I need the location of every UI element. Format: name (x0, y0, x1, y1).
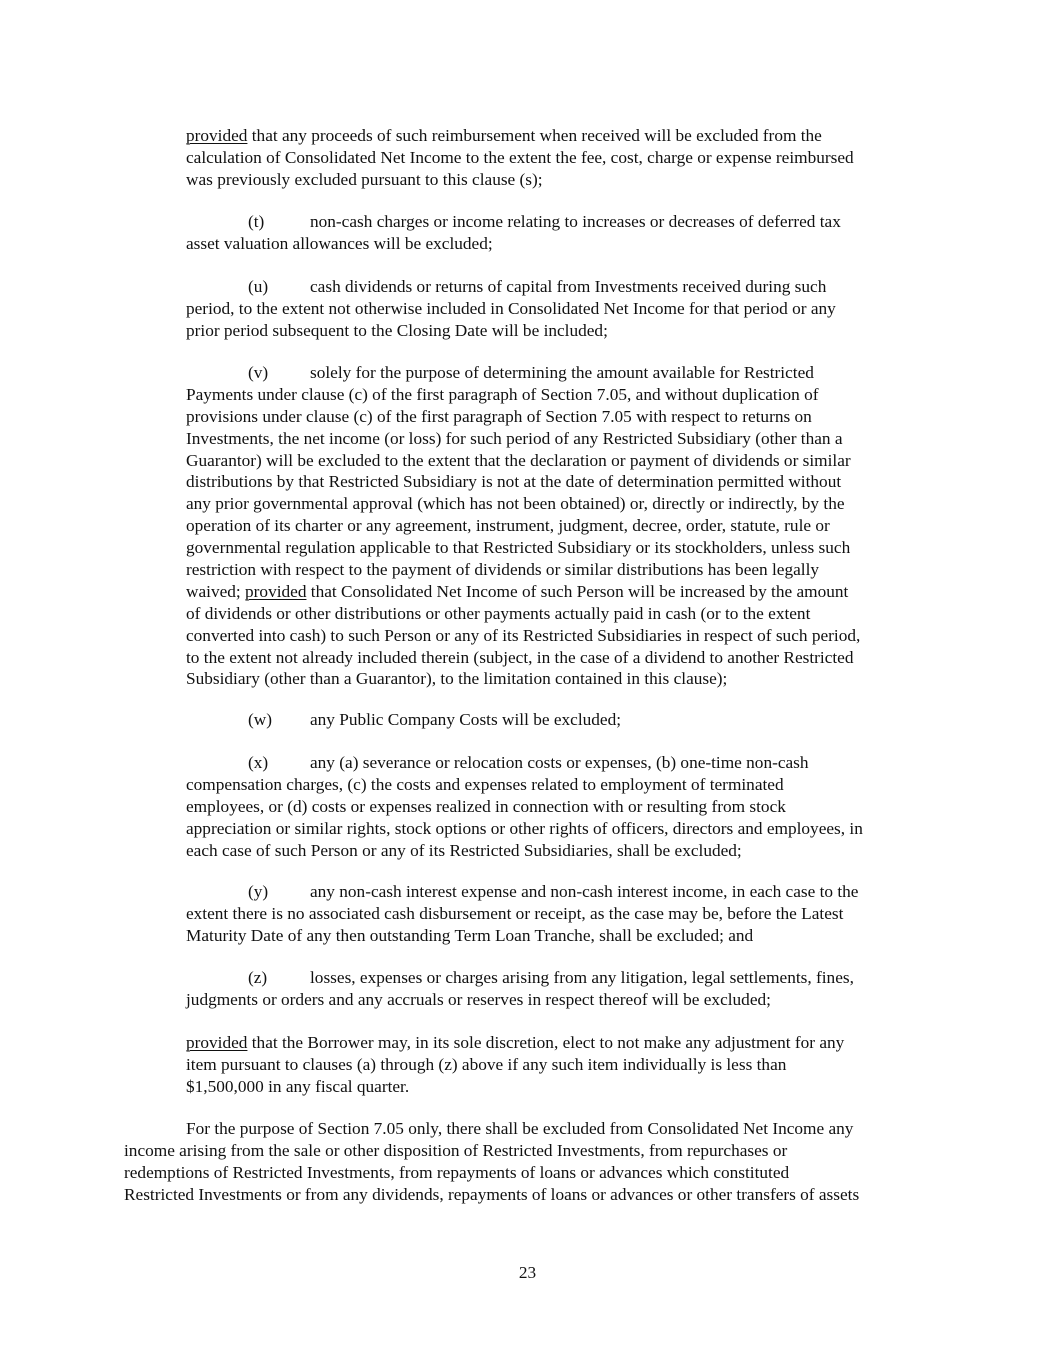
proviso-paragraph (186, 1032, 844, 1098)
text-line: converted into cash) to such Person or any of its Restricted Subsidiaries in respect of such period, (186, 625, 861, 645)
clause-s-continuation (186, 125, 854, 191)
text-line: (w) any Public Company Costs will be excluded; (248, 710, 622, 729)
text-line: For the purpose of Section 7.05 only, there shall be excluded from Consolidated Net Income any (186, 1119, 854, 1138)
text-line: (u) cash dividends or returns of capital from Investments received during such (248, 277, 827, 296)
text-line: Payments under clause (c) of the first paragraph of Section 7.05, and without duplication of (186, 384, 819, 404)
clause-label: (t) (248, 212, 265, 231)
text-line: Subsidiary (other than a Guarantor), to the limitation contained in this clause); (186, 669, 728, 689)
text-line: Investments, the net income (or loss) for such period of any Restricted Subsidiary (other than a (186, 428, 843, 448)
text-line: period, to the extent not otherwise included in Consolidated Net Income for that period or any (186, 298, 836, 318)
text-line: asset valuation allowances will be excluded; (186, 233, 493, 253)
text-line: (v) solely for the purpose of determining the amount available for Restricted (248, 363, 814, 382)
clause-x (186, 752, 863, 861)
clause-label: (x) (248, 753, 269, 772)
text-line: restriction with respect to the payment of dividends or similar distributions has been legally (186, 560, 820, 580)
clause-u (186, 276, 836, 342)
text-line: operation of its charter or any agreement, instrument, judgment, decree, order, statute, rule or (186, 516, 830, 536)
clause-label: (u) (248, 277, 269, 296)
provided-term: provided (186, 1033, 248, 1052)
text-line: Maturity Date of any then outstanding Term Loan Tranche, shall be excluded; and (186, 925, 754, 945)
clause-label: (v) (248, 363, 269, 382)
text-line: redemptions of Restricted Investments, from repayments of loans or advances which constituted (124, 1162, 790, 1182)
text-line: (t) non-cash charges or income relating to increases or decreases of deferred tax (248, 212, 841, 231)
text-line: of dividends or other distributions or other payments actually paid in cash (or to the extent (186, 603, 811, 623)
text-line: appreciation or similar rights, stock options or other rights of officers, directors and employees, in (186, 818, 863, 838)
text-line: any prior governmental approval (which has not been obtained) or, directly or indirectly, by the (186, 494, 845, 514)
text-line: waived; provided that Consolidated Net Income of such Person will be increased by the amount (186, 581, 849, 601)
section-705-paragraph (124, 1118, 859, 1206)
text-line: prior period subsequent to the Closing Date will be included; (186, 320, 608, 340)
text-line: provided that the Borrower may, in its sole discretion, elect to not make any adjustment for any (186, 1033, 845, 1052)
text-line: income arising from the sale or other disposition of Restricted Investments, from repurchases or (124, 1140, 788, 1160)
provided-term: provided (186, 126, 248, 145)
clause-label: (w) (248, 710, 272, 729)
text-line: calculation of Consolidated Net Income to the extent the fee, cost, charge or expense reimbursed (186, 147, 854, 167)
clause-y (186, 881, 858, 947)
text-line: (z) losses, expenses or charges arising from any litigation, legal settlements, fines, (248, 968, 854, 987)
provided-term: provided (245, 581, 307, 601)
text-line: each case of such Person or any of its Restricted Subsidiaries, shall be excluded; (186, 840, 742, 860)
text-line: (x) any (a) severance or relocation costs or expenses, (b) one-time non-cash (248, 753, 809, 772)
text-line: employees, or (d) costs or expenses realized in connection with or resulting from stock (186, 796, 786, 816)
text-line: Restricted Investments or from any dividends, repayments of loans or advances or other transfers of assets (124, 1184, 860, 1204)
text-line: (y) any non-cash interest expense and non-cash interest income, in each case to the (248, 882, 859, 901)
clause-label: (z) (248, 968, 268, 987)
text-line: compensation charges, (c) the costs and expenses related to employment of terminated (186, 774, 784, 794)
text-line: governmental regulation applicable to that Restricted Subsidiary or its stockholders, unless such (186, 538, 851, 558)
text-line: Guarantor) will be excluded to the extent that the declaration or payment of dividends or similar (186, 450, 851, 470)
clause-z (186, 967, 854, 1011)
text-line: item pursuant to clauses (a) through (z) above if any such item individually is less than (186, 1054, 787, 1074)
text-line: provided that any proceeds of such reimbursement when received will be excluded from the (186, 126, 822, 145)
text-line: was previously excluded pursuant to this clause (s); (186, 169, 543, 189)
clause-label: (y) (248, 882, 269, 901)
text-line: to the extent not already included therein (subject, in the case of a dividend to another Restricted (186, 647, 854, 667)
clause-t (186, 211, 841, 255)
text-line: provisions under clause (c) of the first paragraph of Section 7.05 with respect to returns on (186, 406, 812, 426)
page-number: 23 (518, 1263, 537, 1282)
text-line: extent there is no associated cash disbursement or receipt, as the case may be, before the Latest (186, 903, 844, 923)
clause-v (186, 362, 860, 690)
text-line: judgments or orders and any accruals or reserves in respect thereof will be excluded; (186, 989, 771, 1009)
text-line: $1,500,000 in any fiscal quarter. (186, 1076, 410, 1096)
text-line: distributions by that Restricted Subsidiary is not at the date of determination permitted without (186, 472, 842, 492)
clause-w (186, 709, 621, 731)
